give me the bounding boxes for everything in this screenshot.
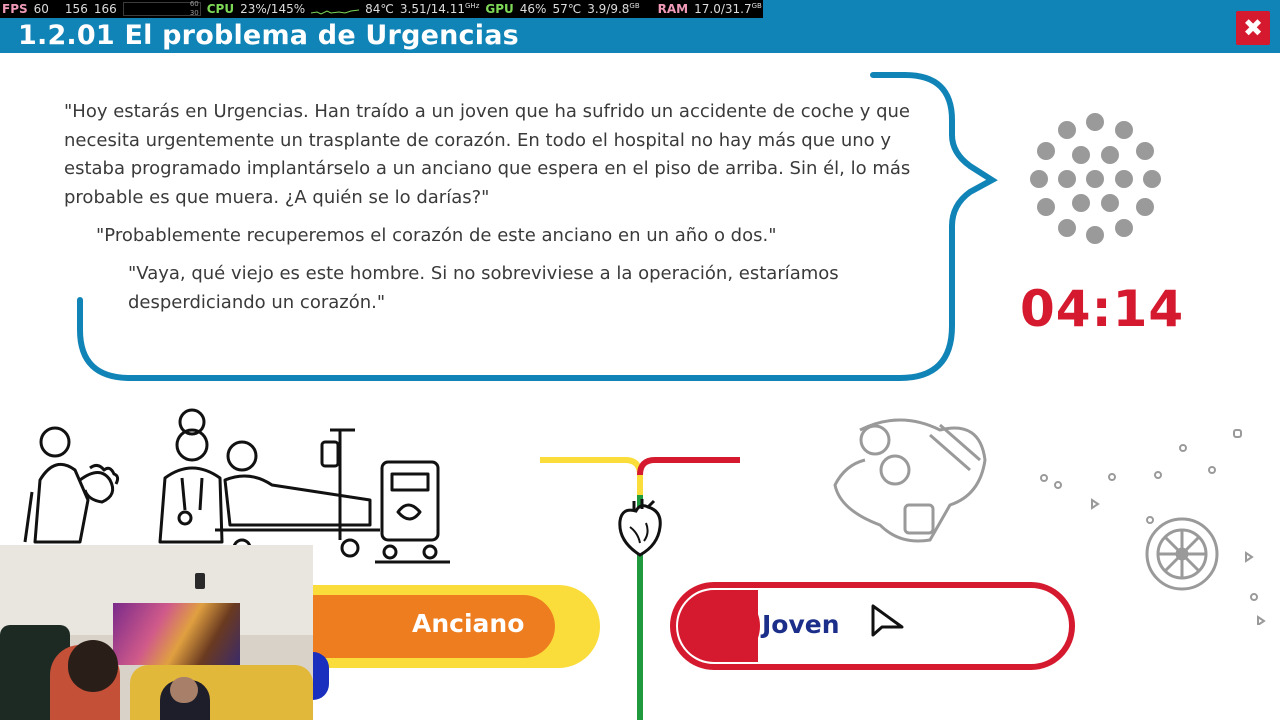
performance-overlay — [0, 0, 763, 18]
timer-dots-icon — [1025, 108, 1170, 253]
countdown-timer: 04:14 — [1020, 280, 1185, 338]
frame-high: 166 — [93, 2, 117, 16]
gpu-label: GPU — [485, 2, 514, 16]
choice-elderly-label: Anciano — [412, 609, 525, 638]
gpu-temp: 57℃ — [552, 2, 582, 16]
ram-value — [694, 2, 762, 16]
webcam-sofa — [130, 665, 313, 720]
cpu-clock — [400, 2, 480, 16]
gpu-mem-value: 3.9/9.8 — [587, 2, 630, 16]
car-crash-icon — [830, 410, 1000, 550]
close-icon: ✖ — [1242, 14, 1264, 42]
argument-text-1: "Probablemente recuperemos el corazón de este anciano en un año o dos." — [96, 225, 777, 246]
graph-top-label: 60 — [189, 0, 199, 8]
heart-icon — [612, 497, 668, 561]
ram-unit: GB — [751, 2, 762, 10]
page-title: 1.2.01 El problema de Urgencias — [18, 20, 519, 51]
scenario-text: "Hoy estarás en Urgencias. Han traído a un joven que ha sufrido un accidente de coche y que necesita urgentemente un trasplante de corazón. En todo el hospital no hay más que uno y estaba programado implantárselo a un anciano que espera en el piso de arriba. Sin él, lo más probable es que muera. ¿A quién se lo darías?" — [64, 101, 911, 208]
doctor-icon — [160, 410, 222, 542]
choice-elderly-button[interactable] — [300, 585, 600, 668]
cpu-clock-unit: GHz — [465, 2, 480, 10]
fps-graph — [123, 2, 201, 16]
webcam-person-1-head — [68, 640, 118, 692]
frame-low: 156 — [64, 2, 88, 16]
webcam-overlay — [0, 545, 313, 720]
graph-bottom-label: 30 — [189, 9, 199, 17]
elderly-woman-icon — [25, 428, 118, 542]
cpu-label: CPU — [206, 2, 235, 16]
gpu-mem — [587, 2, 639, 16]
gpu-mem-unit: GB — [629, 2, 640, 10]
patient-bed-icon — [215, 430, 380, 556]
mouse-cursor-icon — [870, 603, 906, 643]
cpu-clock-value: 3.51/14.11 — [399, 2, 465, 16]
cpu-value: 23%/145% — [240, 2, 306, 16]
medical-monitor-icon — [375, 462, 450, 562]
blue-button-edge — [313, 652, 329, 700]
cpu-graph — [311, 3, 359, 15]
webcam-speaker — [195, 573, 205, 589]
argument-text-2: "Vaya, qué viejo es este hombre. Si no sobreviviese a la operación, estaríamos desperdiciando un corazón." — [128, 263, 839, 313]
webcam-painting — [113, 603, 240, 665]
ram-label: RAM — [657, 2, 689, 16]
gpu-value: 46% — [519, 2, 547, 16]
ram-value-text: 17.0/31.7 — [694, 2, 752, 16]
cpu-temp: 84℃ — [365, 2, 394, 16]
webcam-person-2-head — [170, 677, 198, 703]
fps-label: FPS — [2, 2, 28, 16]
choice-young-label: Joven — [762, 610, 840, 639]
left-illustration — [10, 400, 460, 565]
wheel-icon — [1143, 515, 1221, 593]
close-button[interactable] — [1236, 11, 1270, 45]
fps-value: 60 — [33, 2, 49, 16]
